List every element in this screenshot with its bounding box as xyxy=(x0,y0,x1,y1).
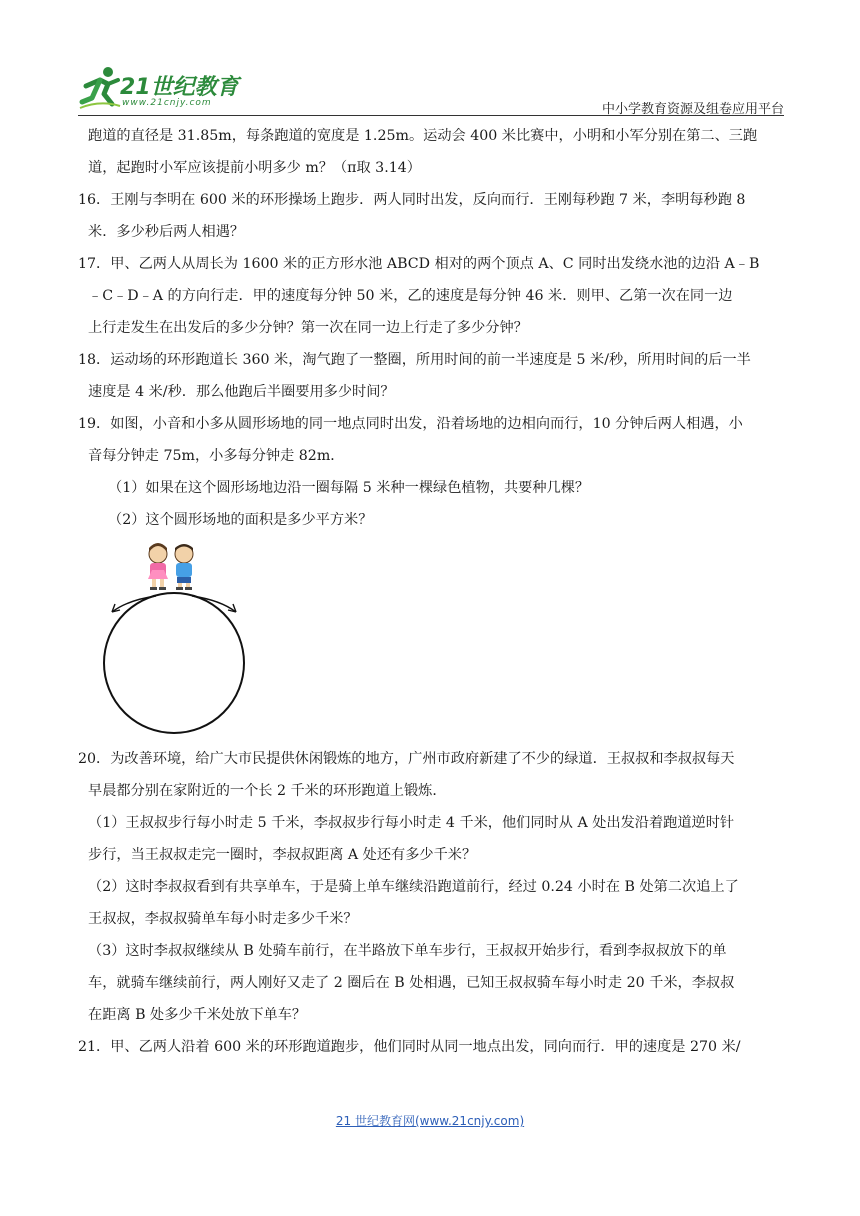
q20-line: 早晨都分别在家附近的一个长 2 千米的环形跑道上锻炼． xyxy=(88,783,447,799)
question-content xyxy=(78,120,784,1063)
q18-line: 18．运动场的环形跑道长 360 米，淘气跑了一整圈，所用时间的前一半速度是 5 米/秒，所用时间的后一半 xyxy=(78,352,751,368)
q15-continuation-line: 道，起跑时小军应该提前小明多少 m？（π取 3.14） xyxy=(88,160,421,176)
q20-line: 20．为改善环境，给广大市民提供休闲锻炼的地方，广州市政府新建了不少的绿道．王叔叔和李叔叔每天 xyxy=(78,751,735,767)
q17-line: 上行走发生在出发后的多少分钟？第一次在同一边上行走了多少分钟？ xyxy=(88,320,528,336)
footer-link[interactable]: 21 世纪教育网(www.21cnjy.com) xyxy=(335,1114,525,1128)
circle-figure xyxy=(78,536,784,743)
boy-figure-icon xyxy=(175,544,193,590)
q19-subquestion-1: （1）如果在这个圆形场地边沿一圈每隔 5 米种一棵绿色植物，共要种几棵？ xyxy=(108,480,590,496)
runner-logo-icon xyxy=(78,64,122,110)
page-footer xyxy=(0,1112,860,1129)
q15-continuation-line: 跑道的直径是 31.85m，每条跑道的宽度是 1.25m。运动会 400 米比赛中，小明和小军分别在第二、三跑 xyxy=(88,128,758,144)
q20-subquestion-3: 在距离 B 处多少千米处放下单车？ xyxy=(88,1007,307,1023)
platform-title: 中小学教育资源及组卷应用平台 xyxy=(601,102,784,117)
q20-subquestion-3: （3）这时李叔叔继续从 B 处骑车前行，在半路放下单车步行，王叔叔开始步行，看到李叔叔放下的单 xyxy=(88,943,727,959)
q21-line: 21．甲、乙两人沿着 600 米的环形跑道跑步，他们同时从同一地点出发，同向而行．甲的速度是 270 米/ xyxy=(78,1039,741,1055)
logo xyxy=(78,64,258,110)
q20-subquestion-2: （2）这时李叔叔看到有共享单车，于是骑上单车继续沿跑道前行，经过 0.24 小时在 B 处第二次追上了 xyxy=(88,879,739,895)
q16-line: 16．王刚与李明在 600 米的环形操场上跑步．两人同时出发，反向而行．王刚每秒跑 7 米，李明每秒跑 8 xyxy=(78,192,746,208)
q16-line: 米．多少秒后两人相遇？ xyxy=(88,224,245,240)
q18-line: 速度是 4 米/秒．那么他跑后半圈要用多少时间？ xyxy=(88,384,395,400)
q19-line: 音每分钟走 75m，小多每分钟走 82m． xyxy=(88,448,345,464)
q20-subquestion-1: （1）王叔叔步行每小时走 5 千米，李叔叔步行每小时走 4 千米，他们同时从 A 处出发沿着跑道逆时针 xyxy=(88,815,735,831)
q20-subquestion-3: 车，就骑车继续前行，两人刚好又走了 2 圈后在 B 处相遇，已知王叔叔骑车每小时走 20 千米，李叔叔 xyxy=(88,975,735,991)
q19-subquestion-2: （2）这个圆形场地的面积是多少平方米？ xyxy=(108,512,373,528)
logo-text: 21世纪教育 xyxy=(120,75,239,100)
page-header xyxy=(78,58,784,116)
circle-track xyxy=(104,593,244,733)
circle-track-diagram xyxy=(98,540,278,740)
q19-line: 19．如图，小音和小多从圆形场地的同一地点同时出发，沿着场地的边相向而行，10 分钟后两人相遇，小 xyxy=(78,416,743,432)
girl-figure-icon xyxy=(148,543,168,590)
logo-url: www.21cnjy.com xyxy=(122,98,212,108)
q17-line: ﹣C﹣D﹣A 的方向行走．甲的速度每分钟 50 米，乙的速度是每分钟 46 米．则甲、乙第一次在同一边 xyxy=(88,288,733,304)
q20-subquestion-1: 步行，当王叔叔走完一圈时，李叔叔距离 A 处还有多少千米？ xyxy=(88,847,477,863)
q20-subquestion-2: 王叔叔，李叔叔骑单车每小时走多少千米？ xyxy=(88,911,358,927)
q17-line: 17．甲、乙两人从周长为 1600 米的正方形水池 ABCD 相对的两个顶点 A、C 同时出发绕水池的边沿 A﹣B xyxy=(78,256,760,272)
header-divider xyxy=(78,115,784,116)
